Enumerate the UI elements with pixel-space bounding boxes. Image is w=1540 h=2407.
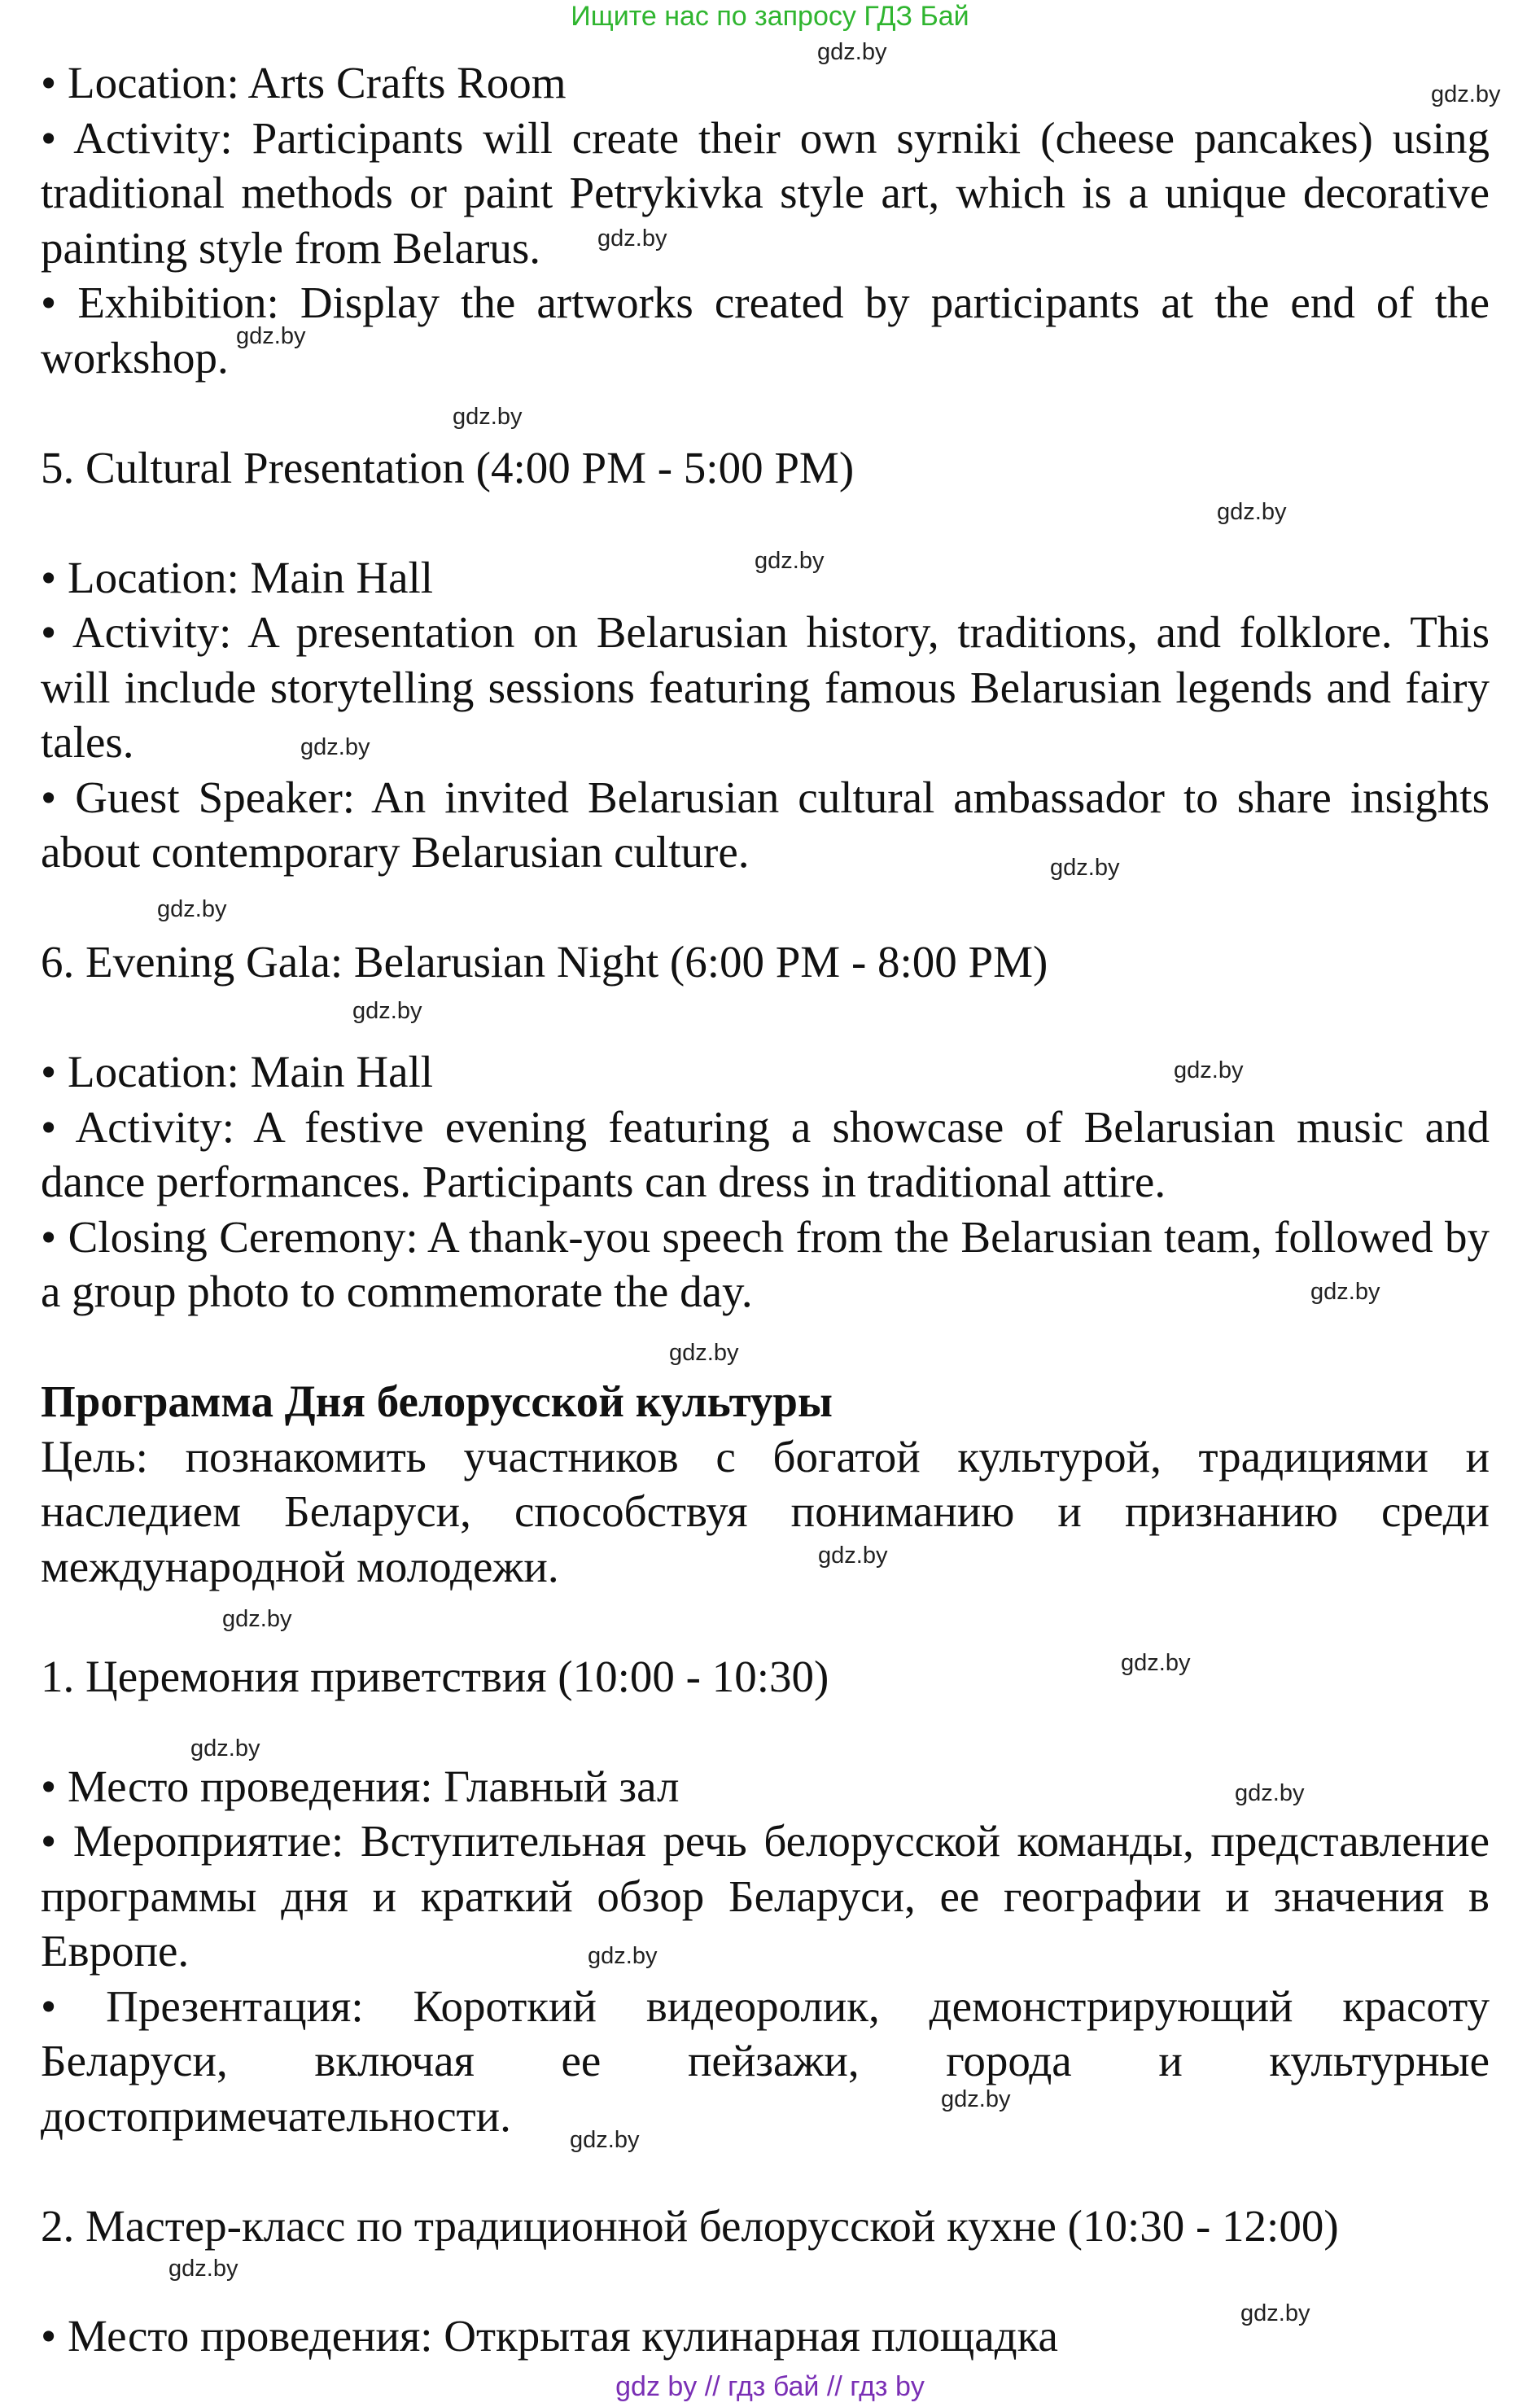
watermark: gdz.by [222, 1606, 292, 1632]
bullet-location-main-hall: • Location: Main Hall [41, 552, 434, 602]
section-title-welcome-ceremony: 1. Церемония приветствия (10:00 - 10:30) [41, 1651, 829, 1701]
watermark: gdz.by [190, 1735, 260, 1761]
watermark: gdz.by [570, 2127, 640, 2153]
russian-program-heading: Программа Дня белорусской культуры [41, 1376, 833, 1426]
watermark: gdz.by [588, 1943, 658, 1969]
watermark: gdz.by [818, 1543, 888, 1569]
watermark: gdz.by [300, 734, 370, 760]
bullet-ru-cooking-location: • Место проведения: Открытая кулинарная площадка [41, 2310, 1058, 2361]
watermark: gdz.by [1174, 1057, 1244, 1083]
watermark: gdz.by [755, 548, 825, 574]
section-title-cultural-presentation: 5. Cultural Presentation (4:00 PM - 5:00 PM) [41, 442, 855, 492]
watermark: gdz.by [1121, 1650, 1191, 1676]
watermark: gdz.by [597, 225, 667, 252]
bullet-activity-syrniki: • Activity: Participants will create their own syrniki (cheese pancakes) using traditional methods or paint Petrykivka style art, which is a unique decorative painting style from Belarus. [41, 112, 1490, 273]
watermark: gdz.by [168, 2256, 238, 2282]
watermark: gdz.by [1310, 1279, 1380, 1305]
bullet-exhibition: • Exhibition: Display the artworks created by participants at the end of the workshop. [41, 278, 1490, 383]
watermark: gdz.by [669, 1340, 739, 1366]
bullet-location-main-hall-gala: • Location: Main Hall [41, 1047, 434, 1096]
watermark: gdz.by [1240, 2300, 1310, 2326]
watermark: gdz.by [453, 404, 523, 430]
bullet-guest-speaker: • Guest Speaker: An invited Belarusian cultural ambassador to share insights about contemporary Belarusian culture. [41, 772, 1490, 877]
watermark: gdz.by [1050, 855, 1120, 881]
footer-links[interactable]: gdz by // гдз бай // гдз by [615, 2371, 925, 2402]
section-title-evening-gala: 6. Evening Gala: Belarusian Night (6:00 PM - 8:00 PM) [41, 937, 1048, 987]
bullet-ru-presentation: • Презентация: Короткий видеоролик, демонстрирующий красоту Беларуси, включая ее пейзажи, города и культурные достопримечательности. [41, 1980, 1490, 2141]
bullet-activity-presentation: • Activity: A presentation on Belarusian history, traditions, and folklore. This will include storytelling sessions featuring famous Belarusian legends and fairy tales. [41, 607, 1490, 767]
bullet-closing-ceremony: • Closing Ceremony: A thank-you speech from the Belarusian team, followed by a group photo to commemorate the day. [41, 1211, 1490, 1316]
watermark: gdz.by [1431, 81, 1501, 107]
watermark: gdz.by [1217, 499, 1287, 525]
watermark: gdz.by [1235, 1780, 1305, 1806]
section-title-cooking-masterclass: 2. Мастер-класс по традиционной белорусской кухне (10:30 - 12:00) [41, 2200, 1339, 2251]
watermark: gdz.by [236, 323, 306, 349]
bullet-location-arts: • Location: Arts Crafts Room [41, 58, 567, 107]
bullet-activity-gala: • Activity: A festive evening featuring a showcase of Belarusian music and dance performances. Participants can dress in traditional attire. [41, 1101, 1490, 1206]
bullet-ru-location: • Место проведения: Главный зал [41, 1761, 680, 1811]
watermark: gdz.by [157, 896, 227, 922]
watermark: gdz.by [941, 2086, 1011, 2112]
header-banner[interactable]: Ищите нас по запросу ГДЗ Бай [571, 1, 969, 32]
bullet-ru-event: • Мероприятие: Вступительная речь белорусской команды, представление программы дня и краткий обзор Беларуси, ее географии и значения в Европе. [41, 1816, 1490, 1976]
watermark: gdz.by [817, 39, 887, 65]
watermark: gdz.by [352, 998, 422, 1024]
document-page [41, 55, 1490, 2363]
russian-goal: Цель: познакомить участников с богатой культурой, традициями и наследием Беларуси, способствуя пониманию и признанию среди международной молодежи. [41, 1431, 1490, 1591]
